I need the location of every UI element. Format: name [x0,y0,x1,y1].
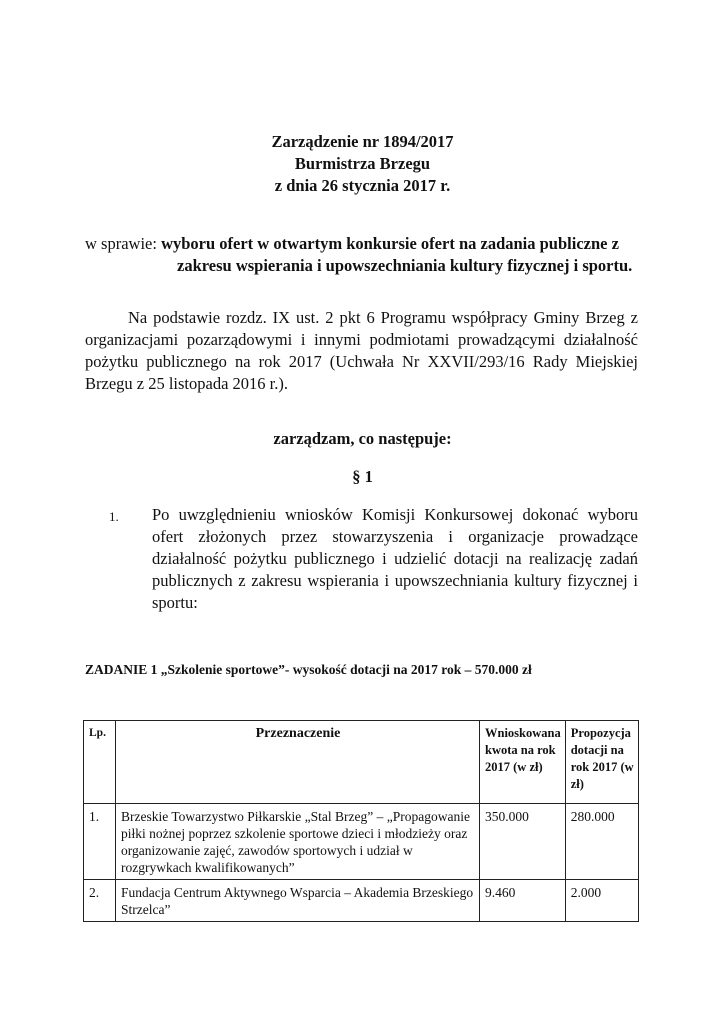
title-line-1: Zarządzenie nr 1894/2017 [271,132,454,151]
subject-line-2: zakresu wspierania i upowszechniania kultury fizycznej i sportu. [177,256,633,275]
header-requested: Wnioskowana kwota na rok 2017 (w zł) [480,721,566,804]
grants-table [83,720,639,922]
row-proposed: 280.000 [565,804,638,880]
row-requested: 9.460 [480,880,566,922]
section-mark: § 1 [352,467,373,486]
row-purpose: Fundacja Centrum Aktywnego Wsparcia – Akademia Brzeskiego Strzelca” [116,880,480,922]
point-text: Po uwzględnieniu wniosków Komisji Konkursowej dokonać wyboru ofert złożonych przez stowarzyszenia i organizacje prowadzące działalność pożytku publicznego i udzielić dotacji na realizację zadań publicznych z zakresu wspierania i upowszechniania kultury fizycznej i sportu: [152,505,638,612]
table-row [84,880,639,922]
legal-basis-paragraph: Na podstawie rozdz. IX ust. 2 pkt 6 Programu współpracy Gminy Brzeg z organizacjami pozarządowymi i innymi podmiotami prowadzącymi działalność pożytku publicznego na rok 2017 (Uchwała Nr XXVII/293/16 Rady Miejskiej Brzegu z 25 listopada 2016 r.). [85,308,638,393]
decree-heading: zarządzam, co następuje: [273,429,452,448]
row-lp: 2. [84,880,116,922]
document-title [0,131,725,197]
task-heading: ZADANIE 1 „Szkolenie sportowe”- wysokość dotacji na 2017 rok – 570.000 zł [85,662,532,677]
point-number: 1. [109,509,119,524]
subject-block [85,233,655,277]
row-proposed: 2.000 [565,880,638,922]
subject-line-1: wyboru ofert w otwartym konkursie ofert na zadania publiczne z [161,234,619,253]
row-lp: 1. [84,804,116,880]
header-purpose: Przeznaczenie [116,721,480,804]
header-lp: Lp. [84,721,116,804]
header-proposed: Propozycja dotacji na rok 2017 (w zł) [565,721,638,804]
title-line-3: z dnia 26 stycznia 2017 r. [274,176,451,195]
table-row [84,804,639,880]
row-purpose: Brzeskie Towarzystwo Piłkarskie „Stal Brzeg” – „Propagowanie piłki nożnej poprzez szkolenie sportowe dzieci i młodzieży oraz organizowanie zajęć, zawodów sportowych i udział w rozgrywkach kwalifikowanych” [116,804,480,880]
subject-lead: w sprawie: [85,234,157,253]
row-requested: 350.000 [480,804,566,880]
table-header-row [84,721,639,804]
title-line-2: Burmistrza Brzegu [294,154,431,173]
